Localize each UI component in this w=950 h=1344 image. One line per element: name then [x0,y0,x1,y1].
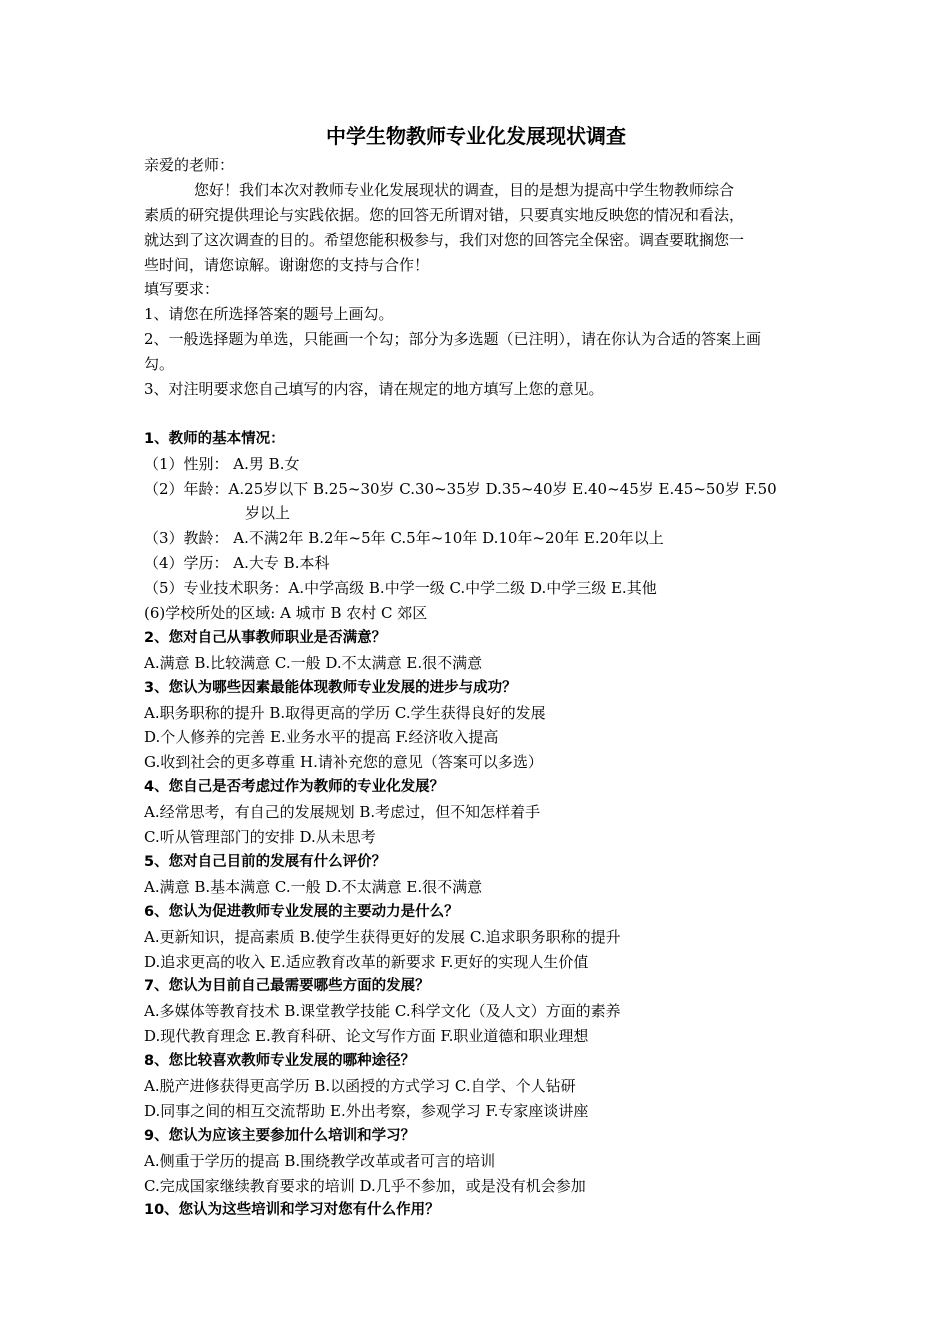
document-title: 中学生物教师专业化发展现状调查 [326,124,626,148]
requirement-item: 1、请您在所选择答案的题号上画勾。 [144,305,394,324]
answer-options[interactable]: C.听从管理部门的安排 D.从未思考 [144,828,376,847]
q1-teaching-years[interactable]: （3）教龄： A.不满2年 B.2年~5年 C.5年~10年 D.10年~20年 E.20年以上 [144,529,664,548]
answer-options[interactable]: A.满意 B.基本满意 C.一般 D.不太满意 E.很不满意 [144,877,483,896]
q1-title-rank[interactable]: （5）专业技术职务：A.中学高级 B.中学一级 C.中学二级 D.中学三级 E.其他 [144,579,657,598]
question-title: 9、您认为应该主要参加什么培训和学习？ [144,1127,416,1144]
requirement-item: 2、一般选择题为单选，只能画一个勾；部分为多选题（已注明），请在你认为合适的答案上画 [144,330,762,349]
answer-options[interactable]: A.经常思考，有自己的发展规划 B.考虑过，但不知怎样着手 [144,803,541,822]
question-title: 8、您比较喜欢教师专业发展的哪种途径？ [144,1053,416,1070]
question-title: 4、您自己是否考虑过作为教师的专业化发展？ [144,779,445,796]
intro-line: 就达到了这次调查的目的。希望您能积极参与，我们对您的回答完全保密。调查要耽搁您一 [144,230,745,249]
question-title: 6、您认为促进教师专业发展的主要动力是什么？ [144,903,459,920]
answer-options[interactable]: D.个人修养的完善 E.业务水平的提高 F.经济收入提高 [144,728,499,747]
requirement-item: 勾。 [144,355,175,374]
answer-options[interactable]: A.多媒体等教育技术 B.课堂教学技能 C.科学文化（及人文）方面的素养 [144,1002,621,1021]
answer-options[interactable]: D.追求更高的收入 E.适应教育改革的新要求 F.更好的实现人生价值 [144,952,589,971]
question-title: 7、您认为目前自己最需要哪些方面的发展？ [144,978,430,995]
q1-region[interactable]: (6)学校所处的区域: A 城市 B 农村 C 郊区 [144,604,428,623]
requirements-heading: 填写要求： [144,280,220,299]
q1-age-continued[interactable]: 岁以上 [245,504,291,523]
answer-options[interactable]: D.同事之间的相互交流帮助 E.外出考察，参观学习 F.专家座谈讲座 [144,1101,589,1120]
question-title: 2、您对自己从事教师职业是否满意？ [144,629,387,646]
requirement-item: 3、对注明要求您自己填写的内容，请在规定的地方填写上您的意见。 [144,380,604,399]
answer-options[interactable]: A.职务职称的提升 B.取得更高的学历 C.学生获得良好的发展 [144,703,546,722]
spacer [144,402,808,427]
answer-options[interactable]: A.脱产进修获得更高学历 B.以函授的方式学习 C.自学、个人钻研 [144,1076,576,1095]
answer-options[interactable]: A.更新知识，提高素质 B.使学生获得更好的发展 C.追求职务职称的提升 [144,927,621,946]
question-title: 5、您对自己目前的发展有什么评价？ [144,853,387,870]
answer-options[interactable]: C.完成国家继续教育要求的培训 D.几乎不参加，或是没有机会参加 [144,1176,586,1195]
intro-line: 些时间，请您谅解。谢谢您的支持与合作！ [144,255,430,274]
survey-document [144,122,808,1223]
question-title: 1、教师的基本情况： [144,430,285,447]
q1-age[interactable]: （2）年龄：A.25岁以下 B.25~30岁 C.30~35岁 D.35~40岁 E.40~45岁 E.45~50岁 F.50 [144,479,777,498]
question-title: 10、您认为这些培训和学习对您有什么作用？ [144,1202,440,1219]
answer-options[interactable]: A.侧重于学历的提高 B.围绕教学改革或者可言的培训 [144,1151,496,1170]
answer-options[interactable]: D.现代教育理念 E.教育科研、论文写作方面 F.职业道德和职业理想 [144,1027,589,1046]
q1-gender[interactable]: （1）性别： A.男 B.女 [144,454,300,473]
answer-options[interactable]: G.收到社会的更多尊重 H.请补充您的意见（答案可以多选） [144,753,543,772]
question-title: 3、您认为哪些因素最能体现教师专业发展的进步与成功？ [144,679,517,696]
greeting: 亲爱的老师： [144,156,235,174]
intro-line: 素质的研究提供理论与实践依据。您的回答无所谓对错，只要真实地反映您的情况和看法， [144,205,745,224]
q1-education[interactable]: （4）学历： A.大专 B.本科 [144,554,330,573]
intro-line: 您好！我们本次对教师专业化发展现状的调查，目的是想为提高中学生物教师综合 [194,180,735,199]
answer-options[interactable]: A.满意 B.比较满意 C.一般 D.不太满意 E.很不满意 [144,653,483,672]
